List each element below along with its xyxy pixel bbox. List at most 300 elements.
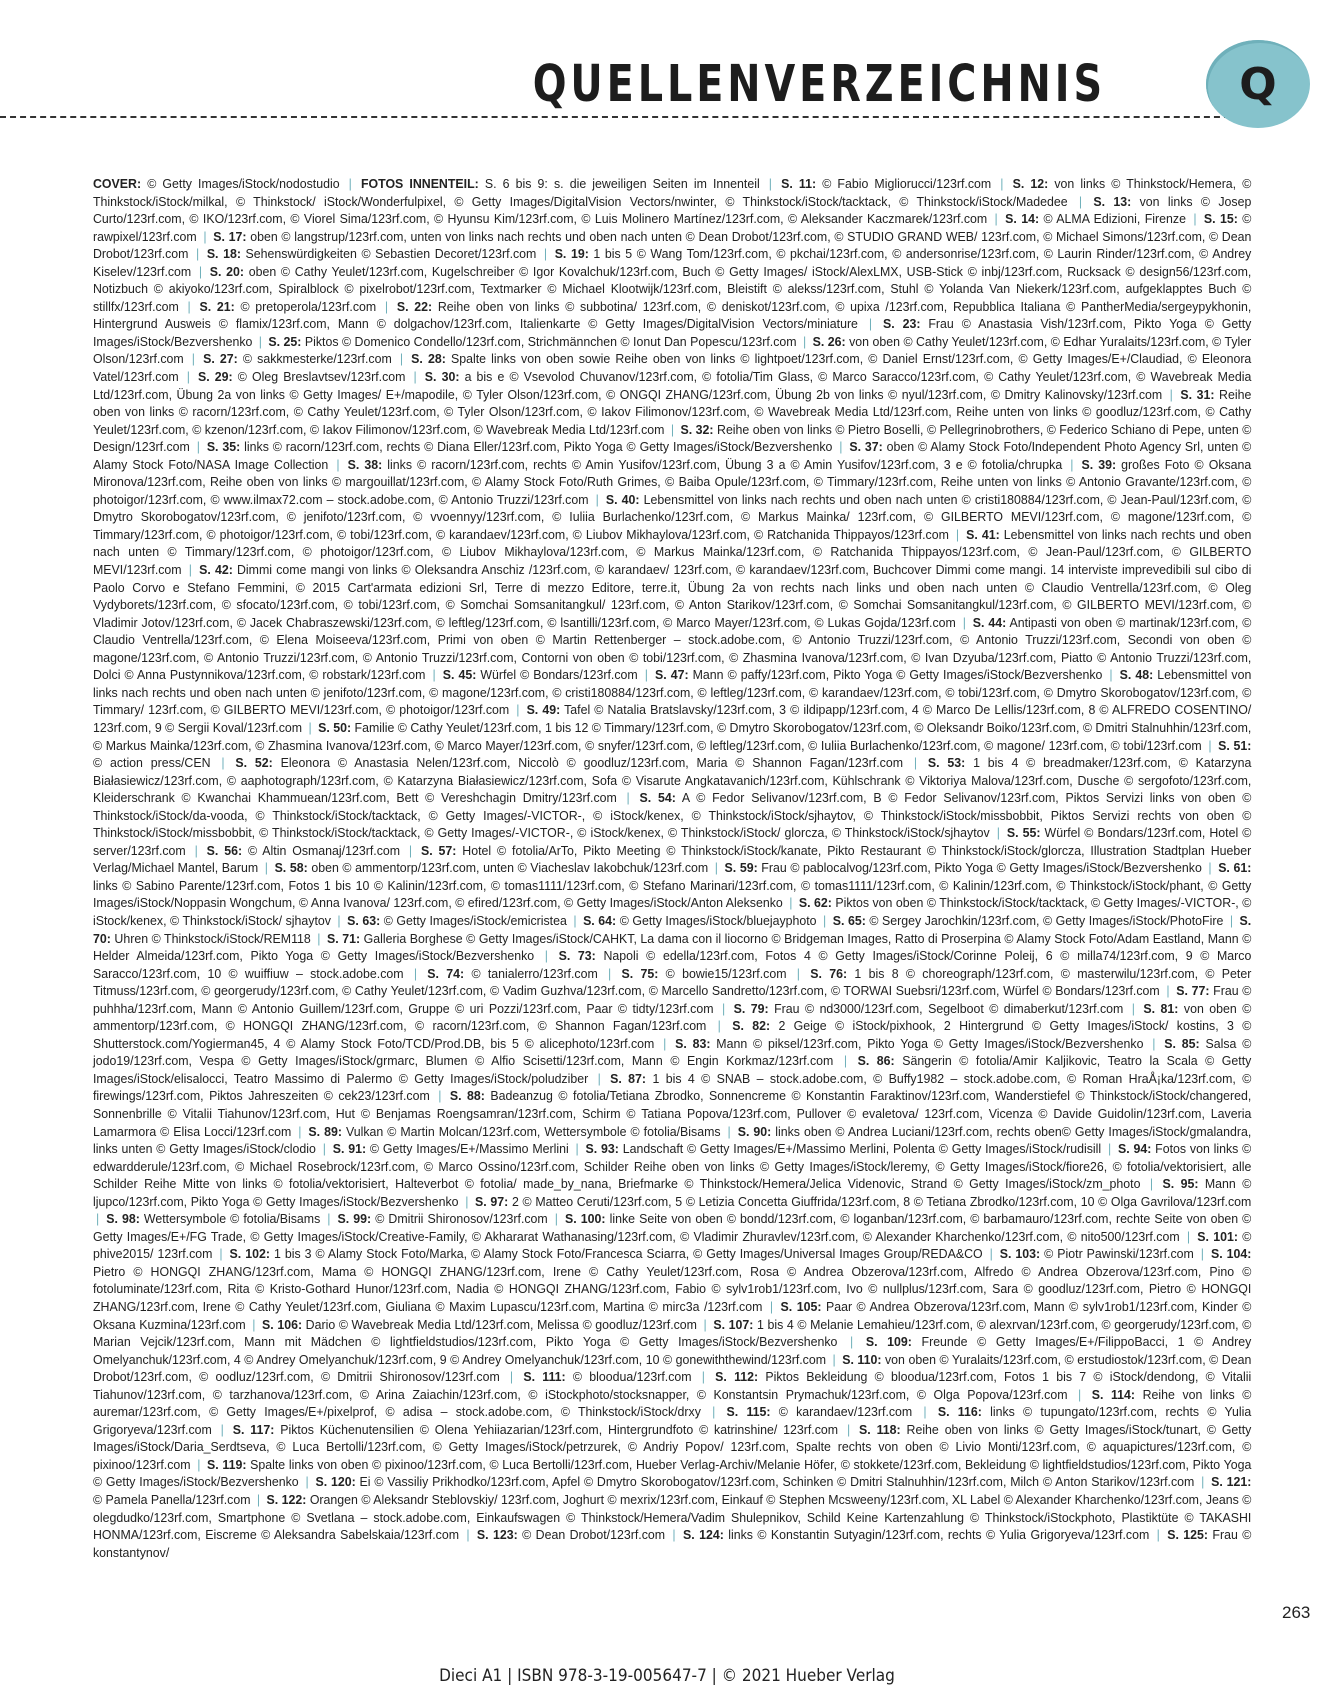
entry-separator: | [438, 1089, 442, 1104]
credit-label: S. 81: [1143, 1001, 1179, 1016]
credits-text [93, 176, 1251, 1562]
credit-label: S. 53: [927, 756, 966, 771]
entry-separator: | [336, 457, 340, 472]
credit-text: links © racorn/123rf.com, rechts © Diana Eller/123rf.com, Pikto Yoga © Getty Images/iStock/Bezvershenko [244, 440, 833, 455]
entry-separator: | [191, 352, 195, 367]
credit-text: Piktos Bekleidung © bloodua/123rf.com, Fotos 1 bis 7 © iStock/dendong, © Vitalii Tiahunov/123rf.com, © tarzhanova/123rf.com, © Arina Zaiachin/123rf.com, © iStockphoto/stocksnapper, © Konstantsin Prymachuk/123rf.com, © Olga Popova/123rf.com [93, 1370, 1252, 1402]
credit-text: Piktos von oben © Thinkstock/iStock/tacktack, © Getty Images/-VICTOR-, © iStock/kenex, © Thinkstock/iStock/ sjhaytov [93, 896, 1252, 928]
credit-text: Dimmi come mangi von links © Oleksandra Anschiz /123rf.com, © karandaev/ 123rf.com, © karandaev/123rf.com, Buchcover Dimmi come mangi. 14 interviste imprevedibili sul cibo di Paolo Corvo e Stefano Femmini, © 2015 Cart'armata edizioni Srl, Terre di mezzo Editore, terre.it, Übung 2a von rechts nach links und oben nach unten © Claudio Ventrella/123rf.com, © Oleg Vydyborets/123rf.com, © sfocato/123rf.com, © tobi/123rf.com, © Somchai Somsanitangkul/ 123rf.com, © Anton Starikov/123rf.com, © Somchai Somsanitangkul/123rf.com, © GILBERTO MEVI/123rf.com, © Vladimir Jotov/123rf.com, © Jacek Chabraszewski/123rf.com, © leftleg/123rf.com, © lsantilli/123rf.com, © Marco Mayer/123rf.com, © Lukas Gojda/123rf.com [93, 563, 1252, 630]
entry-separator: | [298, 1124, 302, 1139]
credit-text: Frau © nd3000/123rf.com, Segelboot © dimaberkut/123rf.com [774, 1001, 1124, 1016]
credit-text: Spalte links von oben sowie Reihe oben von links © lightpoet/123rf.com, © Daniel Ernst/123rf.com, © Getty Images/E+/Claudiad, © Eleonora Vatel/123rf.com [93, 352, 1252, 385]
credit-text: Piktos Küchenutensilien © Olena Yehiiazarian/123rf.com, Hintergrundfoto © katrinshine/ 123rf.com [280, 1422, 839, 1437]
credit-text: Dario © Wavebreak Media Ltd/123rf.com, Melissa © goodluz/123rf.com [305, 1317, 697, 1332]
entry-separator: | [432, 668, 436, 683]
entry-separator: | [408, 843, 413, 858]
credit-label: S. 123: [476, 1528, 518, 1543]
credit-text: © Getty Images/iStock/bluejayphoto [619, 913, 817, 928]
entry-separator: | [337, 913, 341, 928]
entry-separator: | [188, 563, 192, 578]
credit-label: S. 62: [798, 896, 832, 911]
entry-separator: | [996, 826, 1000, 841]
credit-entry [348, 458, 1063, 472]
credit-text: Galleria Borghese © Getty Images/iStock/CAHKT, La dama con il liocorno © Bridgeman Images, Ratto di Proserpina © Alamy Stock Foto/Adam Eastland, Mann © Helder Almeida/123rf.com, Pikto Yoga © Getty Images/iStock/Bezvershenko [93, 931, 1252, 964]
credit-entry [523, 1370, 691, 1384]
credit-label: S. 112: [715, 1370, 759, 1385]
credit-label: S. 119: [207, 1457, 247, 1472]
credit-text: Mann © piksel/123rf.com, Pikto Yoga © Getty Images/iStock/Bezvershenko [716, 1036, 1144, 1051]
credit-text: Uhren © Thinkstock/iStock/REM118 [114, 931, 311, 946]
entry-separator: | [543, 247, 548, 262]
credit-label: S. 44: [972, 615, 1007, 630]
entry-separator: | [203, 229, 207, 244]
credit-label: S. 54: [639, 791, 676, 806]
credit-text: 1 bis 4 © breadmaker/123rf.com, © Katarzyna Białasiewicz/123rf.com, © aaphotograph/123rf.com, © Katarzyna Białasiewicz/123rf.com, Sofa © Visarute Angkatavanich/123rf.com, Kühlschrank © Viktoriya Malova/123rf.com, Dusche © sergofoto/123rf.com, Kleiderschrank © Kwanchai Khammuean/123rf.com, Bett © Vereshchagin Dmitry/123rf.com [93, 756, 1252, 806]
entry-separator: | [768, 177, 773, 191]
credit-entry [427, 967, 597, 981]
credit-text: © Dean Drobot/123rf.com [522, 1528, 666, 1543]
entry-separator: | [187, 299, 191, 314]
credit-text: A © Fedor Selivanov/123rf.com, B © Fedor Selivanov/123rf.com, Piktos Servizi links von oben © Thinkstock/iStock/da-vooda, © Thinkstock/iStock/tacktack, © Getty Images/-VICTOR-, © iStock/kenex, © Thinkstock/iStock/sjhaytov, © Thinkstock/iStock/missbobbit, Piktos Servizi rechts von oben © Thinkstock/iStock/missbobbit, © Thinkstock/iStock/tacktack, © Getty Images/-VICTOR-, © iStock/kenex, © Thinkstock/iStock/ glorcza, © Thinkstock/iStock/sjhaytov [93, 791, 1252, 841]
credit-label: S. 85: [1164, 1036, 1200, 1051]
credit-text: linke Seite von oben © bondd/123rf.com, © loganban/123rf.com, © barbamauro/123rf.com, rechte Seite von oben © Getty Images/E+/FG Trade, © Getty Images/iStock/Creative-Family, © Akhararat Wathanasing/123rf.com, © Vladimir Zhuravlev/123rf.com, © Alexander Kharchenko/123rf.com, © nito500/123rf.com [93, 1212, 1252, 1244]
credit-label: S. 116: [937, 1405, 982, 1420]
credit-text: Würfel © Bondars/123rf.com [480, 668, 638, 683]
credit-text: von oben © Cathy Yeulet/123rf.com, © Edhar Yuralaits/123rf.com, © Tyler Olson/123rf.com [93, 334, 1252, 367]
credit-entry [198, 370, 405, 384]
entry-separator: | [1107, 1142, 1112, 1157]
credit-label: S. 103: [999, 1247, 1041, 1262]
entry-separator: | [1078, 1387, 1082, 1402]
credit-text: © tanialerro/123rf.com [471, 966, 598, 981]
credit-text: © Getty Images/iStock/nodostudio [147, 177, 340, 191]
credit-entry [333, 1142, 569, 1156]
credit-text: Landschaft © Getty Images/E+/Massimo Merlini, Polenta © Getty Images/iStock/rudisill [622, 1142, 1102, 1157]
credit-entry [655, 668, 1102, 682]
credit-label: S. 95: [1162, 1177, 1199, 1192]
credit-entry [477, 1528, 665, 1542]
entry-separator: | [413, 966, 418, 981]
credit-text: Frau © pablocalvog/123rf.com, Pikto Yoga © Getty Images/iStock/Bezvershenko [761, 861, 1202, 876]
credit-entry [347, 914, 567, 928]
credit-text: oben © Cathy Yeulet/123rf.com, Kugelschreiber © Igor Kovalchuk/123rf.com, Buch © Getty Images/ iStock/AlexLMX, USB-Stick © inbj/123rf.com, Rucksack © design56/123rf.com, Notizbuch © akiyoko/123rf.com, Spiralblock © pixelrobot/123rf.com, Textmarker © Michael Klootwijk/123rf.com, Bleistift © alekss/123rf.com, Stuhl © Yolanda Van Niekerk/123rf.com, aufgeklapptes Buch © stillfx/123rf.com [93, 264, 1252, 314]
credit-label: S. 26: [812, 334, 846, 349]
credit-label: S. 101: [1197, 1229, 1238, 1244]
credit-label: S. 109: [865, 1335, 912, 1350]
entry-separator: | [843, 1054, 848, 1069]
credit-text: Paar © Andrea Obzerova/123rf.com, Mann © sylv1rob1/123rf.com, Kinder © Oksana Kuzmina/123rf.com [93, 1300, 1252, 1332]
credit-label: S. 114: [1091, 1387, 1136, 1402]
credit-label: S. 28: [411, 352, 446, 367]
credit-entry [475, 1195, 1251, 1209]
entry-separator: | [670, 422, 675, 437]
entry-separator: | [1152, 1036, 1156, 1051]
credit-entry [1005, 212, 1186, 226]
credit-text: links © racorn/123rf.com, rechts © Amin Yusifov/123rf.com, Übung 3 a © Amin Yusifov/123rf.com, 3 e © fotolia/chrupka [387, 457, 1063, 472]
credit-text: © sakkmesterke/123rf.com [242, 352, 392, 367]
entry-separator: | [868, 317, 873, 332]
credit-text: 1 bis 4 © SNAB – stock.adobe.com, © Buffy1982 – stock.adobe.com, © Roman HraÅ¡ka/123rf.com, © firewings/123rf.com, Piktos Jahreszeiten © cek23/123rf.com [93, 1071, 1252, 1104]
credit-text: Frau © konstantynov/ [93, 1528, 1252, 1560]
entry-separator: | [1193, 212, 1197, 227]
credit-text: © Piotr Pawinski/123rf.com [1044, 1247, 1194, 1262]
credit-text: © Pamela Panella/123rf.com [93, 1493, 251, 1508]
credit-text: Salsa © jodo19/123rf.com, Vespa © Getty Images/iStock/grmarc, Blumen © Alfio Scisetti/123rf.com, Mann © Engin Korkmaz/123rf.com [93, 1036, 1252, 1069]
entry-separator: | [327, 1212, 331, 1227]
credit-text: Napoli © edella/123rf.com, Fotos 4 © Getty Images/iStock/Corinne Poleij, 6 © milla74/123rf.com, 9 © Marco Saracco/123rf.com, 10 © wuiffiuw – stock.adobe.com [93, 949, 1252, 981]
credit-text: © Getty Images/iStock/emicristea [383, 913, 567, 928]
credit-text: © Sergey Jarochkin/123rf.com, © Getty Images/iStock/PhotoFire [869, 913, 1224, 928]
credit-label: S. 122: [266, 1493, 307, 1508]
credit-label: S. 93: [585, 1142, 619, 1157]
credit-text: links © Konstantin Sutyagin/123rf.com, rechts © Yulia Grigoryeva/123rf.com [728, 1528, 1150, 1543]
credit-text: © Oleg Breslavtsev/123rf.com [237, 370, 406, 385]
entry-separator: | [1078, 194, 1083, 209]
entry-separator: | [1109, 668, 1113, 683]
credit-label: S. 14: [1005, 212, 1040, 227]
credit-label: S. 86: [857, 1054, 895, 1069]
credit-label: S. 70: [93, 913, 1252, 946]
credit-label: S. 42: [199, 563, 233, 578]
credit-label: S. 89: [308, 1124, 342, 1139]
credit-text: 1 bis 4 © Melanie Lemahieu/123rf.com, © alexrvan/123rf.com, © georgerudy/123rf.com, © Marian Vejcik/123rf.com, Mann mit Mädchen © lightfieldstudios/123rf.com, Pikto Yoga © Getty Images/iStock/Bezvershenko [93, 1317, 1252, 1350]
credit-label: S. 56: [206, 843, 243, 858]
entry-separator: | [672, 1528, 676, 1543]
chapter-badge [1206, 40, 1310, 128]
credit-entry [230, 1247, 983, 1261]
credit-label: S. 61: [1218, 861, 1252, 876]
credit-label: S. 97: [475, 1194, 509, 1209]
credit-label: S. 73: [558, 949, 596, 964]
dashed-divider [0, 116, 1240, 118]
entry-separator: | [322, 1142, 326, 1157]
entry-separator: | [701, 1370, 705, 1385]
credit-text: © karandaev/123rf.com [778, 1405, 913, 1420]
credit-text: Lebensmittel von links nach rechts und oben nach unten © Timmary/123rf.com, © photoigor/123rf.com, © Liubov Mikhaylova/123rf.com, © Markus Mainka/123rf.com, © Ratchanida Thippayos/123rf.com, © Jean-Paul/123rf.com, © GILBERTO MEVI/123rf.com [93, 527, 1252, 578]
entry-separator: | [832, 1352, 836, 1367]
entry-separator: | [95, 1212, 100, 1227]
credit-text: Ei © Vassiliy Prikhodko/123rf.com, Apfel © Dmytro Skorobogatov/123rf.com, Schinken © Dmitri Stalnuhhin/123rf.com, Milch © Anton Starikov/123rf.com [359, 1475, 1195, 1490]
entry-separator: | [712, 1405, 716, 1420]
credit-text: Reihe oben von links © Pietro Boselli, © Pellegrinobrothers, © Federico Schiano di Pepe, unten © Design/123rf.com [93, 422, 1252, 455]
credit-text: Reihe oben von links © Getty Images/iStock/tunart, © Getty Images/iStock/Daria_Serdtseva, © Luca Bertolli/123rf.com, © Getty Images/iStock/petrzurek, © Andriy Popov/ 123rf.com, Spalte rechts von oben © Livio Monti/123rf.com, © aquapictures/123rf.com, © pixinoo/123rf.com [93, 1422, 1252, 1472]
credit-text: Reihe oben von links © subbotina/ 123rf.com, © deniskot/123rf.com, © upixa /123rf.com, Repubblica Italiana © PantherMedia/sergeypykhonin, Hintergrund Ausweis © flamix/123rf.com, Mann © dolgachov/123rf.com, Italienkarte © Getty Images/DigitalVision Vectors/miniature [93, 299, 1252, 332]
entry-separator: | [663, 1036, 667, 1051]
credit-entry [443, 668, 638, 682]
credit-text: Piktos © Domenico Condello/123rf.com, Strichmännchen © Ionut Dan Popescu/123rf.com [304, 334, 797, 349]
credit-text: Orangen © Aleksandr Steblovskiy/ 123rf.com, Joghurt © mexrix/123rf.com, Einkauf © Stephen Mcsweeny/123rf.com, XL Label © Alexander Kharchenko/123rf.com, Jeans © olegdudko/123rf.com, Smartphone © Svetlana – stock.adobe.com, Einkaufswagen © Thinkstock/Hemera/Vadim Shulepnikov, Schild Keine Kartenzahlung © Thinkstock/iStockphoto, Plastiktüte © TAKASHI HONMA/123rf.com, Eiscreme © Aleksandra Sabelskaia/123rf.com [93, 1493, 1252, 1543]
credit-label: S. 64: [583, 913, 617, 928]
credit-text: Lebensmittel von links nach rechts und oben nach unten © cristi180884/123rf.com, © Jean-Paul/123rf.com, © Dmytro Skorobogatov/123rf.com, © jenifoto/123rf.com, © vvoennyy/123rf.com, © Iuliia Burlachenko/123rf.com, © Markus Mainka/ 123rf.com, © GILBERTO MEVI/123rf.com, © magone/123rf.com, © Timmary/123rf.com, © photoigor/123rf.com, © tobi/123rf.com, © karandaev/123rf.com, © Liubov Mikhaylova/123rf.com, © Ratchanida Thippayos/123rf.com [93, 492, 1252, 542]
credit-entry [683, 1528, 1149, 1542]
entry-separator: | [608, 966, 612, 981]
credit-label: S. 79: [733, 1001, 769, 1016]
credit-label: S. 27: [203, 352, 238, 367]
entry-separator: | [714, 861, 718, 876]
credit-entry [833, 914, 1224, 928]
credit-text: Frau © Anastasia Vish/123rf.com, Pikto Yoga © Getty Images/iStock/Bezvershenko [93, 317, 1252, 349]
credit-entry [268, 335, 796, 349]
entry-separator: | [923, 1405, 927, 1420]
credit-text: Familie © Cathy Yeulet/123rf.com, 1 bis 12 © Timmary/123rf.com, © Dmytro Skorobogatov/123rf.com, © Oleksandr Boiko/123rf.com, © Dmitri Stalnuhhin/123rf.com, © Markus Mainka/123rf.com, © Zhasmina Ivanova/123rf.com, © Marco Mayer/123rf.com, © snyfer/123rf.com, © leftleg/123rf.com, © Iuliia Burlachenko/123rf.com, © magone/ 123rf.com, © tobi/123rf.com [93, 720, 1252, 753]
entry-separator: | [644, 668, 648, 683]
credit-label: S. 39: [1081, 457, 1117, 472]
entry-separator: | [544, 949, 548, 964]
credit-label: S. 52: [235, 756, 273, 771]
credit-text: © pretoperola/123rf.com [240, 299, 377, 314]
credit-label: S. 49: [526, 703, 561, 718]
entry-separator: | [1156, 1528, 1160, 1543]
credit-label: S. 100: [565, 1212, 606, 1227]
credit-text: 2 © Matteo Ceruti/123rf.com, 5 © Letizia Concetta Giuffrida/123rf.com, 8 © Tetiana Zbrodko/123rf.com, 10 © Olga Gavrilova/123rf.com [511, 1194, 1252, 1209]
credit-entry [199, 300, 376, 314]
credit-text: von links © Thinkstock/Hemera, © Thinkstock/iStock/milkal, © Thinkstock/ iStock/Wonderfulpixel, © Getty Images/DigitalVision Vectors/nwinter, © Thinkstock/iStock/tacktack, © Thinkstock/iStock/Madedee [93, 177, 1252, 209]
entry-separator: | [384, 299, 389, 314]
credit-label: S. 22: [396, 299, 433, 314]
credit-entry [308, 1125, 720, 1139]
credit-text: links oben © Andrea Luciani/123rf.com, rechts oben© Getty Images/iStock/gmalandra, links unten © Getty Images/iStock/clodio [93, 1124, 1252, 1157]
entry-separator: | [1200, 1247, 1205, 1262]
entry-separator: | [465, 1194, 469, 1209]
credit-label: S. 90: [737, 1124, 772, 1139]
entry-separator: | [252, 1317, 256, 1332]
credit-label: S. 102: [229, 1247, 270, 1262]
credit-label: S. 104: [1210, 1247, 1252, 1262]
credit-entry [106, 1212, 320, 1226]
credit-text: oben © ammentorp/123rf.com, unten © Viacheslav Iakobchuk/123rf.com [311, 861, 709, 876]
entry-separator: | [850, 1335, 854, 1350]
entry-separator: | [796, 966, 800, 981]
credit-label: S. 82: [732, 1019, 771, 1034]
credit-text: links © tupungato/123rf.com, rechts © Yulia Grigoryeva/123rf.com [93, 1405, 1252, 1437]
credit-label: S. 88: [449, 1089, 485, 1104]
entry-separator: | [194, 843, 198, 858]
entry-separator: | [823, 913, 827, 928]
credit-text: Sehenswürdigkeiten © Sebastien Decoret/123rf.com [245, 247, 537, 262]
entry-separator: | [1000, 177, 1004, 191]
credit-text: Tafel © Natalia Bratslavsky/123rf.com, 3 © ildipapp/123rf.com, 4 © Marco De Lellis/123rf.com, 8 © ALFREDO COSENTINO/ 123rf.com, 9 © Sergii Koval/123rf.com [93, 703, 1252, 735]
credit-text: © action press/CEN [93, 756, 211, 771]
entry-separator: | [256, 1493, 261, 1508]
credit-entry [93, 177, 340, 191]
credit-label: S. 48: [1119, 668, 1154, 683]
credit-text: Spalte links von oben © pixinoo/123rf.com, © Luca Bertolli/123rf.com, Hueber Verlag-Archiv/Melanie Höfer, © stokkete/123rf.com, Bekleidung © lightfieldstudios/123rf.com, Pikto Yoga © Getty Images/iStock/Bezvershenko [93, 1457, 1252, 1490]
entry-separator: | [1208, 738, 1212, 753]
credit-text: von oben © ammentorp/123rf.com, © HONGQI ZHANG/123rf.com, © racorn/123rf.com, © Shannon Fagan/123rf.com [93, 1001, 1252, 1034]
entry-separator: | [994, 212, 998, 227]
credit-label: S. 31: [1180, 387, 1215, 402]
credit-label: S. 98: [106, 1212, 140, 1227]
credit-label: S. 37: [849, 440, 883, 455]
credit-label: S. 41: [966, 527, 1000, 542]
entry-separator: | [317, 931, 321, 946]
credit-text: © Altin Osmanaj/123rf.com [247, 843, 401, 858]
entry-separator: | [1208, 861, 1212, 876]
credit-text: Wettersymbole © fotolia/Bisams [143, 1212, 321, 1227]
entry-separator: | [198, 264, 203, 279]
badge-letter: Q [1239, 58, 1277, 110]
credit-text: Würfel © Bondars/123rf.com, Hotel © server/123rf.com [93, 826, 1252, 858]
credit-text: Eleonora © Anastasia Nelen/123rf.com, Niccolò © goodluz/123rf.com, Maria © Shannon Fagan/123rf.com [280, 756, 904, 771]
credit-text: © ALMA Edizioni, Firenze [1043, 212, 1186, 227]
credit-entry [1000, 1247, 1194, 1261]
credit-label: S. 105: [780, 1300, 822, 1314]
entry-separator: | [554, 1212, 558, 1227]
credit-entry [361, 177, 760, 191]
credit-label: S. 107: [713, 1317, 754, 1332]
credit-label: S. 15: [1203, 212, 1238, 227]
credit-entry [586, 1142, 1102, 1156]
credit-label: S. 11: [781, 177, 817, 191]
credit-label: S. 83: [675, 1036, 711, 1051]
credit-text: Hotel © fotolia/ArTo, Pikto Meeting © Thinkstock/iStock/kanate, Pikto Restaurant © Thinkstock/iStock/glorcza, Illustration Stadtplan Hueber Verlag/Michael Mantel, Barum [93, 843, 1252, 876]
credit-label: S. 125: [1167, 1528, 1209, 1543]
entry-separator: | [264, 861, 268, 876]
entry-separator: | [413, 370, 417, 385]
credit-text: Mann © ljupco/123rf.com, Pikto Yoga © Getty Images/iStock/Bezvershenko [93, 1177, 1252, 1209]
credit-label: S. 12: [1012, 177, 1049, 191]
credit-label: S. 94: [1117, 1142, 1152, 1157]
credit-entry [781, 177, 991, 191]
entry-separator: | [839, 440, 843, 455]
credit-text: Lebensmittel von links nach rechts und oben nach unten © jenifoto/123rf.com, © magone/123rf.com, © cristi180884/123rf.com, © leftleg/123rf.com, © karandaev/123rf.com, © tobi/123rf.com, © Dmytro Skorobogatov/123rf.com, © Timmary/ 123rf.com, © GILBERTO MEVI/123rf.com, © photoigor/123rf.com [93, 668, 1252, 718]
credit-entry [315, 1475, 1194, 1489]
entry-separator: | [962, 615, 966, 630]
credit-label: S. 63: [347, 913, 381, 928]
credit-text: Mann © paffy/123rf.com, Pikto Yoga © Getty Images/iStock/Bezvershenko [692, 668, 1103, 683]
entry-separator: | [989, 1247, 993, 1262]
credit-label: S. 111: [523, 1370, 566, 1385]
credit-text: von links © Josep Curto/123rf.com, © IKO/123rf.com, © Viorel Sima/123rf.com, © Hyunsu Kim/123rf.com, © Luis Molinero Martínez/123rf.com, © Aleksander Kaczmarek/123rf.com [93, 194, 1252, 227]
credit-label: S. 18: [206, 247, 241, 262]
credit-text: Reihe oben von links © racorn/123rf.com, © Cathy Yeulet/123rf.com, © Tyler Olson/123rf.com, © Iakov Filimonov/123rf.com, © Wavebreak Media Ltd/123rf.com, Reihe unten von links © goodluz/123rf.com, © Cathy Yeulet/123rf.com, © kzenon/123rf.com, © Iakov Filimonov/123rf.com, © Wavebreak Media Ltd/123rf.com [93, 387, 1252, 437]
entry-separator: | [846, 1422, 851, 1437]
credit-entry [727, 1405, 913, 1419]
credit-text: © Fabio Migliorucci/123rf.com [822, 177, 992, 191]
entry-separator: | [1186, 1229, 1191, 1244]
credit-text: Frau © puhhha/123rf.com, Mann © Antonio Guillem/123rf.com, Gruppe © uri Pozzi/123rf.com, Paar © tidty/123rf.com [93, 984, 1252, 1016]
credit-label: S. 21: [199, 299, 235, 314]
footer-text: Dieci A1 | ISBN 978-3-19-005647-7 | © 2021 Hueber Verlag [439, 1666, 895, 1686]
entry-separator: | [595, 492, 599, 507]
credit-text: Badeanzug © fotolia/Tetiana Zbrodko, Sonnencreme © Konstantin Faraktinov/123rf.com, Wanderstiefel © Thinkstock/iStock/changered, Sonnenbrille © Vitalii Tiahunov/123rf.com, Hut © Benjamas Roengsamran/123rf.com, Schirm © Tatiana Popova/123rf.com, Pullover © evaletova/ 123rf.com, Vicenza © Davide Guidolin/123rf.com, Laveria Lamarmora © Elisa Locci/123rf.com [93, 1089, 1252, 1139]
credit-label: S. 40: [605, 492, 640, 507]
page-title: QUELLENVERZEICHNIS [532, 55, 1106, 114]
entry-separator: | [221, 756, 225, 771]
credit-text: © Getty Images/E+/Massimo Merlini [369, 1142, 569, 1157]
entry-separator: | [703, 1317, 707, 1332]
credit-text: © Dmitrii Shironosov/123rf.com [375, 1212, 548, 1227]
credit-label: S. 23: [882, 317, 921, 332]
entry-separator: | [727, 1124, 731, 1139]
entry-separator: | [1149, 1177, 1154, 1192]
entry-separator: | [955, 527, 960, 542]
credit-text: Sängerin © fotolia/Amir Kaljikovic, Teatro la Scala © Getty Images/iStock/elisalocci, Teatro Massimo di Palermo © Getty Images/iStock/poludziber [93, 1054, 1252, 1086]
credit-text: links © Sabino Parente/123rf.com, Fotos 1 bis 10 © Kalinin/123rf.com, © tomas1111/123rf.com, © Stefano Marinari/123rf.com, © tomas1111/123rf.com, © Kalinin/123rf.com, © Thinkstock/iStock/phant, © Getty Images/iStock/Noppasin Wongchum, © Anna Ivanova/ 123rf.com, © efired/123rf.com, © Getty Images/iStock/Anton Aleksenko [93, 878, 1252, 911]
entry-separator: | [575, 1142, 579, 1157]
credit-text: 2 Geige © iStock/pixhook, 2 Hintergrund © Getty Images/iStock/ kostins, 3 © Shutterstock.com/Yogierman45, 4 © Alamy Stock Foto/TCD/Prod.DB, bis 5 © alicephoto/123rf.com [93, 1019, 1252, 1051]
credit-text: Freunde © Getty Images/E+/FilippoBacci, 1 © Andrey Omelyanchuk/123rf.com, 4 © Andrey Omelyanchuk/123rf.com, 9 © Andrey Omelyanchuk/123rf.com, 10 © gonewiththewind/123rf.com [93, 1335, 1252, 1367]
credit-entry [725, 861, 1202, 875]
credit-label: S. 17: [213, 229, 247, 244]
credit-label: S. 77: [1176, 984, 1210, 999]
credit-entry [207, 247, 537, 261]
entry-separator: | [348, 177, 352, 191]
credit-label: S. 59: [724, 861, 758, 876]
credit-label: S. 118: [859, 1422, 901, 1437]
credit-text: © bowie15/123rf.com [665, 966, 787, 981]
entry-separator: | [1169, 387, 1173, 402]
credit-entry [275, 861, 709, 875]
credit-text: 1 bis 5 © Wang Tom/123rf.com, © pkchai/123rf.com, © andersonrise/123rf.com, © Laurin Rinder/123rf.com, © Andrey Kiselev/123rf.com [93, 247, 1252, 279]
credit-text: © bloodua/123rf.com [572, 1370, 692, 1385]
credit-text: Antipasti von oben © martinak/123rf.com, © Claudio Ventrella/123rf.com, © Elena Moiseeva/123rf.com, Primi von oben © Martin Rettenberger – stock.adobe.com, © Antonio Truzzi/123rf.com, © Antonio Truzzi/123rf.com, Secondi von oben © magone/123rf.com, © Antonio Truzzi/123rf.com, © Antonio Truzzi/123rf.com, Contorni von oben © tobi/123rf.com, © Zhasmina Ivanova/123rf.com, © Ivan Dzyuba/123rf.com, Piatto © Antonio Truzzi/123rf.com, Dolci © Anna Pustynnikova/123rf.com, © robstark/123rf.com [93, 615, 1252, 683]
credit-label: S. 120: [315, 1475, 356, 1490]
credit-label: S. 38: [347, 457, 383, 472]
credit-label: S. 74: [427, 966, 465, 981]
credit-entry [233, 1423, 838, 1437]
credit-text: 1 bis 8 © choreograph/123rf.com, © masterwilu/123rf.com, © Peter Titmuss/123rf.com, © georgerudy/123rf.com, © Cathy Yeulet/123rf.com, © Vadim Guzhva/123rf.com, © Marcello Sandretto/123rf.com, © TORWAI Suebsri/123rf.com, Würfel © Bondars/123rf.com [93, 966, 1252, 999]
credit-label: S. 99: [337, 1212, 372, 1227]
credit-text: a bis e © Vsevolod Chuvanov/123rf.com, © fotolia/Tim Glass, © Marco Saracco/123rf.com, © Cathy Yeulet/123rf.com, © Wavebreak Media Ltd/123rf.com, Übung 2a von links © Getty Images/ E+/mapodile, © Tyler Olson/123rf.com, © ONGQI ZHANG/123rf.com, Übung 2b von links © nyul/123rf.com, © Dmitry Kalinovsky/123rf.com [93, 370, 1252, 402]
credit-label: S. 25: [268, 334, 302, 349]
credit-label: S. 58: [274, 861, 308, 876]
credit-text: Reihe von links © auremar/123rf.com, © Getty Images/E+/pixelprof, © adisa – stock.adobe.com, © Thinkstock/iStock/drxy [93, 1387, 1252, 1420]
entry-separator: | [1229, 913, 1234, 928]
credit-entry [338, 1212, 548, 1226]
credit-entry [622, 967, 787, 981]
entry-separator: | [186, 370, 190, 385]
entry-separator: | [789, 896, 793, 911]
credit-label: S. 19: [554, 247, 589, 262]
entry-separator: | [1166, 984, 1170, 999]
credit-label: S. 87: [610, 1071, 647, 1086]
credit-label: S. 121: [1211, 1475, 1252, 1490]
entry-separator: | [305, 1475, 309, 1490]
page-number: 263 [1282, 1603, 1311, 1622]
entry-separator: | [717, 1019, 721, 1034]
credit-label: S. 65: [832, 913, 866, 928]
entry-separator: | [308, 720, 312, 735]
credit-text: 1 bis 3 © Alamy Stock Foto/Marka, © Alamy Stock Foto/Francesca Sciarra, © Getty Images/Universal Images Group/REDA&CO [273, 1247, 983, 1262]
entry-separator: | [769, 1300, 774, 1314]
entry-separator: | [597, 1071, 601, 1086]
entry-separator: | [220, 1422, 224, 1437]
credit-text: oben © langstrup/123rf.com, unten von links nach rechts und oben nach unten © Dean Drobot/123rf.com, © STUDIO GRAND WEB/ 123rf.com, © Michael Simons/123rf.com, © Dean Drobot/123rf.com [93, 229, 1252, 262]
credit-label: S. 47: [654, 668, 689, 683]
credit-label: S. 50: [318, 720, 352, 735]
credit-entry [235, 756, 903, 770]
credit-entry [203, 352, 392, 366]
credit-entry [262, 1318, 697, 1332]
credit-label: S. 115: [726, 1405, 771, 1420]
credit-entry [207, 440, 833, 454]
credit-entry [734, 1002, 1124, 1016]
entry-separator: | [913, 756, 918, 771]
credit-label: S. 13: [1093, 194, 1132, 209]
entry-separator: | [258, 334, 263, 349]
credit-text: oben © Alamy Stock Foto/Independent Photo Agency Srl, unten © Alamy Stock Foto/NASA Image Collection [93, 440, 1252, 472]
credit-label: S. 106: [262, 1317, 303, 1332]
credit-text: Vulkan © Martin Molcan/123rf.com, Wettersymbole © fotolia/Bisams [345, 1124, 721, 1139]
entry-separator: | [466, 1528, 470, 1543]
credit-label: S. 57: [420, 843, 457, 858]
credit-entry [675, 1037, 1143, 1051]
credit-label: S. 29: [197, 370, 233, 385]
entry-separator: | [399, 352, 404, 367]
entry-separator: | [1201, 1475, 1205, 1490]
credit-text: großes Foto © Oksana Mironova/123rf.com, Reihe oben von links © margouillat/123rf.com, © Alamy Stock Foto/Ruth Grimes, © Baiba Opule/123rf.com, © Timmary/123rf.com, Reihe unten von links © Antonio Gravante/123rf.com, © photoigor/123rf.com, © www.ilmax72.com – stock.adobe.com, © Antonio Truzzi/123rf.com [93, 457, 1252, 507]
